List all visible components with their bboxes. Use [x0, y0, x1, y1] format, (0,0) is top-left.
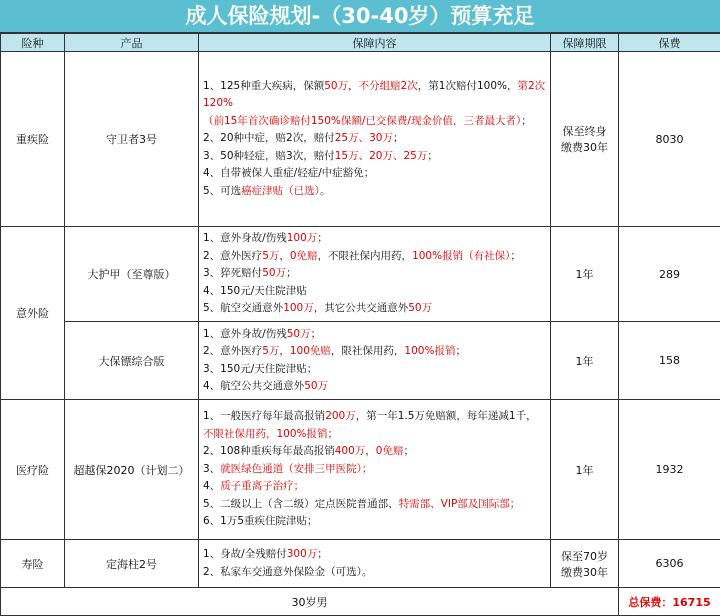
critical-type: 重疾险: [1, 52, 65, 227]
coverage-text: ；: [427, 150, 438, 162]
coverage-text: 3、猝死赔付: [203, 267, 262, 279]
coverage-line: [203, 564, 546, 582]
life-premium: 6306: [619, 540, 720, 588]
highlight-text: 癌症津贴（已选）: [241, 185, 320, 197]
header-premium: 保费: [619, 34, 720, 52]
header-product: 产品: [65, 34, 199, 52]
highlight-text: 5万: [262, 250, 279, 262]
footer-row: [1, 588, 720, 616]
coverage-text: ，: [348, 80, 359, 92]
coverage-text: 1、意外身故/伤残: [203, 232, 287, 244]
highlight-text: 质子重离子治疗；: [220, 480, 304, 492]
coverage-text: ；: [521, 115, 532, 127]
coverage-line: [203, 248, 546, 266]
accident-term-1: 1年: [551, 227, 619, 322]
coverage-text: 3、: [203, 463, 220, 475]
coverage-text: 5、航空交通意外: [203, 302, 283, 314]
coverage-line: [203, 496, 546, 514]
highlight-text: 100万: [283, 302, 314, 314]
header-term: 保障期限: [551, 34, 619, 52]
critical-term-line: 保至终身: [551, 123, 618, 139]
coverage-text: 4、: [203, 480, 220, 492]
critical-coverage: [199, 52, 551, 227]
coverage-line: [203, 513, 546, 531]
coverage-line: [203, 326, 546, 344]
medical-premium: 1932: [619, 400, 720, 540]
coverage-line: [203, 148, 546, 166]
highlight-text: 50万: [262, 267, 286, 279]
highlight-text: 50万: [304, 380, 328, 392]
coverage-text: ；: [393, 132, 404, 144]
coverage-text: ，其它公共交通意外: [314, 302, 409, 314]
coverage-line: [203, 443, 546, 461]
accident-coverage-2: [199, 322, 551, 400]
accident-premium-2: 158: [619, 322, 720, 400]
highlight-text: 0免赔: [290, 250, 318, 262]
coverage-text: 4、航空公共交通意外: [203, 380, 304, 392]
coverage-line: [203, 283, 546, 301]
highlight-text: 不分组赔2次: [359, 80, 418, 92]
coverage-line: [203, 230, 546, 248]
highlight-text: 特需部、VIP部及国际部；: [399, 498, 521, 510]
table-row: [1, 540, 720, 588]
critical-product: 守卫者3号: [65, 52, 199, 227]
coverage-text: ，: [365, 445, 376, 457]
coverage-text: 2、20种中症，赔2次，赔付: [203, 132, 335, 144]
coverage-text: 4、自带被保人重症/轻症/中症豁免；: [203, 167, 374, 179]
coverage-text: 2、108种重疾每年最高报销: [203, 445, 335, 457]
highlight-text: 300万: [287, 548, 318, 560]
coverage-text: ；: [510, 250, 521, 262]
highlight-text: 0免赔: [376, 445, 404, 457]
accident-product-1: 大护甲（至尊版）: [65, 227, 199, 322]
coverage-line: [203, 461, 546, 479]
total-premium: 总保费：16715: [619, 588, 720, 616]
accident-coverage-1: [199, 227, 551, 322]
coverage-text: 3、50种轻症，赔3次，赔付: [203, 150, 335, 162]
coverage-text: ，限社保用药，: [331, 345, 405, 357]
coverage-line: [203, 408, 546, 443]
highlight-text: 不限社保用药，100%报销: [203, 428, 328, 440]
coverage-line: [203, 478, 546, 496]
highlight-text: 就医绿色通道（安排三甲医院）；: [220, 463, 372, 475]
accident-premium-1: 289: [619, 227, 720, 322]
life-term: [551, 540, 619, 588]
coverage-line: [203, 361, 546, 379]
coverage-text: 3、150元/天住院津贴；: [203, 363, 317, 375]
coverage-text: ；: [286, 267, 297, 279]
coverage-text: 1、125种重大疾病，保额: [203, 80, 324, 92]
coverage-line: [203, 165, 546, 183]
highlight-text: 50万: [324, 80, 348, 92]
header-type: 险种: [1, 34, 65, 52]
coverage-text: 6、1万5重疾住院津贴；: [203, 515, 318, 527]
highlight-text: 5万: [262, 345, 279, 357]
accident-term-2: 1年: [551, 322, 619, 400]
insured-person: 30岁男: [1, 588, 619, 616]
table-header-row: [1, 34, 720, 52]
coverage-line: [203, 183, 546, 201]
page-title: 成人保险规划-（30-40岁）预算充足: [0, 0, 720, 33]
highlight-text: 50万: [408, 302, 432, 314]
coverage-line: [203, 546, 546, 564]
coverage-line: [203, 130, 546, 148]
coverage-text: ，第一年1.5万免赔额，每年递减1千，: [356, 410, 537, 422]
highlight-text: 15万、20万、25万: [335, 150, 428, 162]
highlight-text: （前15年首次确诊赔付150%保额/已交保费/现金价值，三者最大者）: [203, 115, 521, 127]
coverage-text: ；: [455, 345, 466, 357]
highlight-text: 200万: [325, 410, 356, 422]
table-row: [1, 52, 720, 227]
coverage-text: 1、一般医疗每年最高报销: [203, 410, 325, 422]
critical-term: [551, 52, 619, 227]
highlight-text: 100%报销（有社保）: [412, 250, 510, 262]
table-row: [1, 227, 720, 322]
table-row: [1, 400, 720, 540]
highlight-text: 100万: [287, 232, 318, 244]
highlight-text: 第2次120%: [203, 80, 545, 110]
life-term-line: 缴费30年: [551, 564, 618, 580]
coverage-line: [203, 78, 546, 113]
table-row: [1, 322, 720, 400]
coverage-text: ，: [279, 250, 290, 262]
critical-premium: 8030: [619, 52, 720, 227]
coverage-text: ；: [317, 232, 328, 244]
critical-term-line: 缴费30年: [551, 139, 618, 155]
coverage-text: 2、意外医疗: [203, 345, 262, 357]
coverage-text: ，第1次赔付100%，: [418, 80, 518, 92]
life-term-line: 保至70岁: [551, 548, 618, 564]
coverage-text: 1、意外身故/伤残: [203, 328, 287, 340]
coverage-text: 2、意外医疗: [203, 250, 262, 262]
coverage-text: 2、私家车交通意外保险金（可选）。: [203, 566, 372, 578]
coverage-text: ；: [403, 445, 414, 457]
insurance-table: [0, 33, 720, 616]
coverage-text: ，不限社保内用药，: [318, 250, 413, 262]
highlight-text: 100%报销: [404, 345, 455, 357]
highlight-text: 25万、30万: [335, 132, 393, 144]
coverage-line: [203, 343, 546, 361]
medical-coverage: [199, 400, 551, 540]
coverage-line: [203, 265, 546, 283]
coverage-text: ；: [311, 328, 322, 340]
accident-product-2: 大保镖综合版: [65, 322, 199, 400]
coverage-text: ；: [328, 428, 339, 440]
medical-term: 1年: [551, 400, 619, 540]
coverage-text: 5、可选: [203, 185, 241, 197]
coverage-text: ，: [279, 345, 290, 357]
highlight-text: 50万: [287, 328, 311, 340]
medical-type: 医疗险: [1, 400, 65, 540]
life-type: 寿险: [1, 540, 65, 588]
accident-type: 意外险: [1, 227, 65, 400]
coverage-line: [203, 113, 546, 131]
coverage-text: ；: [317, 548, 328, 560]
medical-product: 超越保2020（计划二）: [65, 400, 199, 540]
coverage-line: [203, 300, 546, 318]
highlight-text: 100免赔: [290, 345, 331, 357]
coverage-text: 1、身故/全残赔付: [203, 548, 287, 560]
coverage-text: 。: [320, 185, 331, 197]
coverage-text: 4、150元/天住院津贴: [203, 285, 307, 297]
life-coverage: [199, 540, 551, 588]
header-coverage: 保障内容: [199, 34, 551, 52]
life-product: 定海柱2号: [65, 540, 199, 588]
coverage-line: [203, 378, 546, 396]
coverage-text: 5、二级以上（含二级）定点医院普通部、: [203, 498, 399, 510]
highlight-text: 400万: [335, 445, 366, 457]
